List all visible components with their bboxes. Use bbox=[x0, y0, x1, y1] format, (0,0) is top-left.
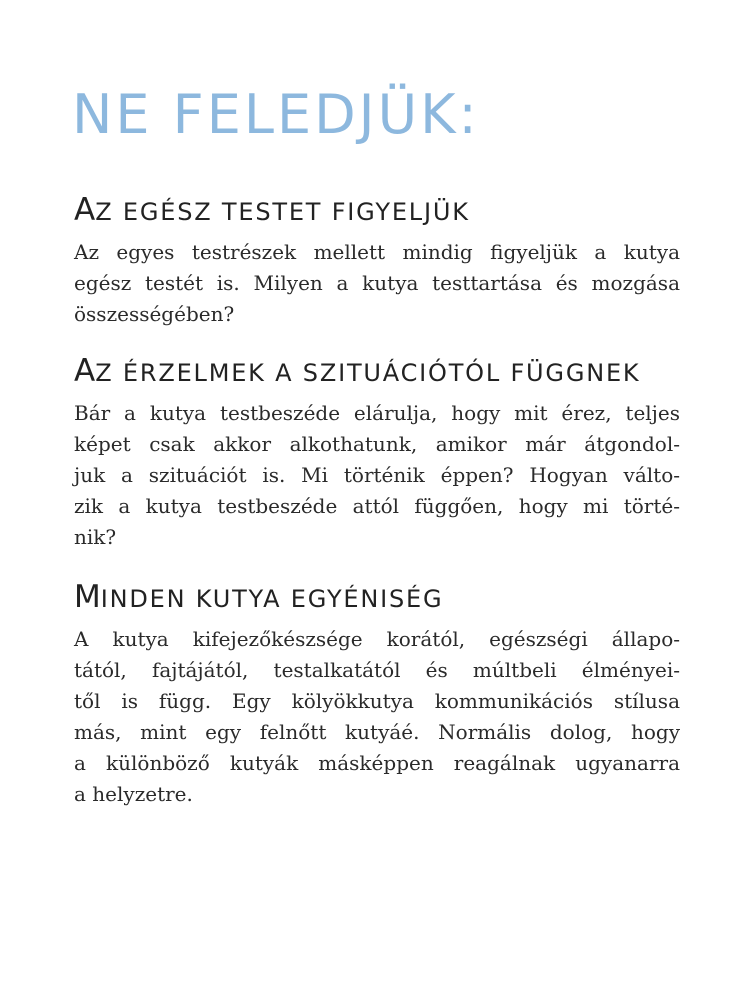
section-heading bbox=[74, 192, 680, 228]
paragraph-line: nik? bbox=[74, 525, 117, 549]
section-paragraph bbox=[74, 624, 680, 810]
page-title: NE FELEDJÜK: bbox=[72, 83, 480, 146]
paragraph-line: a helyzetre. bbox=[74, 782, 193, 806]
section-whole-body bbox=[74, 192, 680, 330]
section-heading bbox=[74, 353, 680, 389]
heading-initial: A bbox=[74, 192, 96, 228]
section-heading bbox=[74, 579, 680, 615]
section-paragraph bbox=[74, 237, 680, 330]
paragraph-line: egész testét is. Milyen a kutya testtartása és mozgása bbox=[74, 271, 680, 295]
section-every-dog-individual bbox=[74, 579, 680, 810]
paragraph-line: a különböző kutyák másképpen reagálnak ugyanarra bbox=[74, 751, 680, 775]
heading-text: INDEN KUTYA EGYÉNISÉG bbox=[100, 585, 444, 613]
paragraph-line: A kutya kifejezőkészsége korától, egészségi állapo- bbox=[74, 627, 680, 651]
paragraph-line: tától, fajtájától, testalkatától és múltbeli élményei- bbox=[74, 658, 680, 682]
paragraph-line: képet csak akkor alkothatunk, amikor már átgondol- bbox=[74, 432, 680, 456]
heading-initial: A bbox=[74, 353, 96, 389]
paragraph-line: től is függ. Egy kölyökkutya kommunikációs stílusa bbox=[74, 689, 680, 713]
paragraph-line: juk a szituációt is. Mi történik éppen? Hogyan válto- bbox=[74, 463, 680, 487]
paragraph-line: Az egyes testrészek mellett mindig figyeljük a kutya bbox=[74, 240, 680, 264]
heading-text: Z EGÉSZ TESTET FIGYELJÜK bbox=[95, 198, 470, 226]
section-paragraph bbox=[74, 398, 680, 553]
paragraph-line: összességében? bbox=[74, 302, 235, 326]
paragraph-line: zik a kutya testbeszéde attól függően, hogy mi törté- bbox=[74, 494, 680, 518]
heading-initial: M bbox=[74, 579, 101, 615]
section-emotions-situation bbox=[74, 353, 680, 553]
paragraph-line: más, mint egy felnőtt kutyáé. Normális dolog, hogy bbox=[74, 720, 680, 744]
paragraph-line: Bár a kutya testbeszéde elárulja, hogy mit érez, teljes bbox=[74, 401, 680, 425]
heading-text: Z ÉRZELMEK A SZITUÁCIÓTÓL FÜGGNEK bbox=[95, 359, 641, 387]
